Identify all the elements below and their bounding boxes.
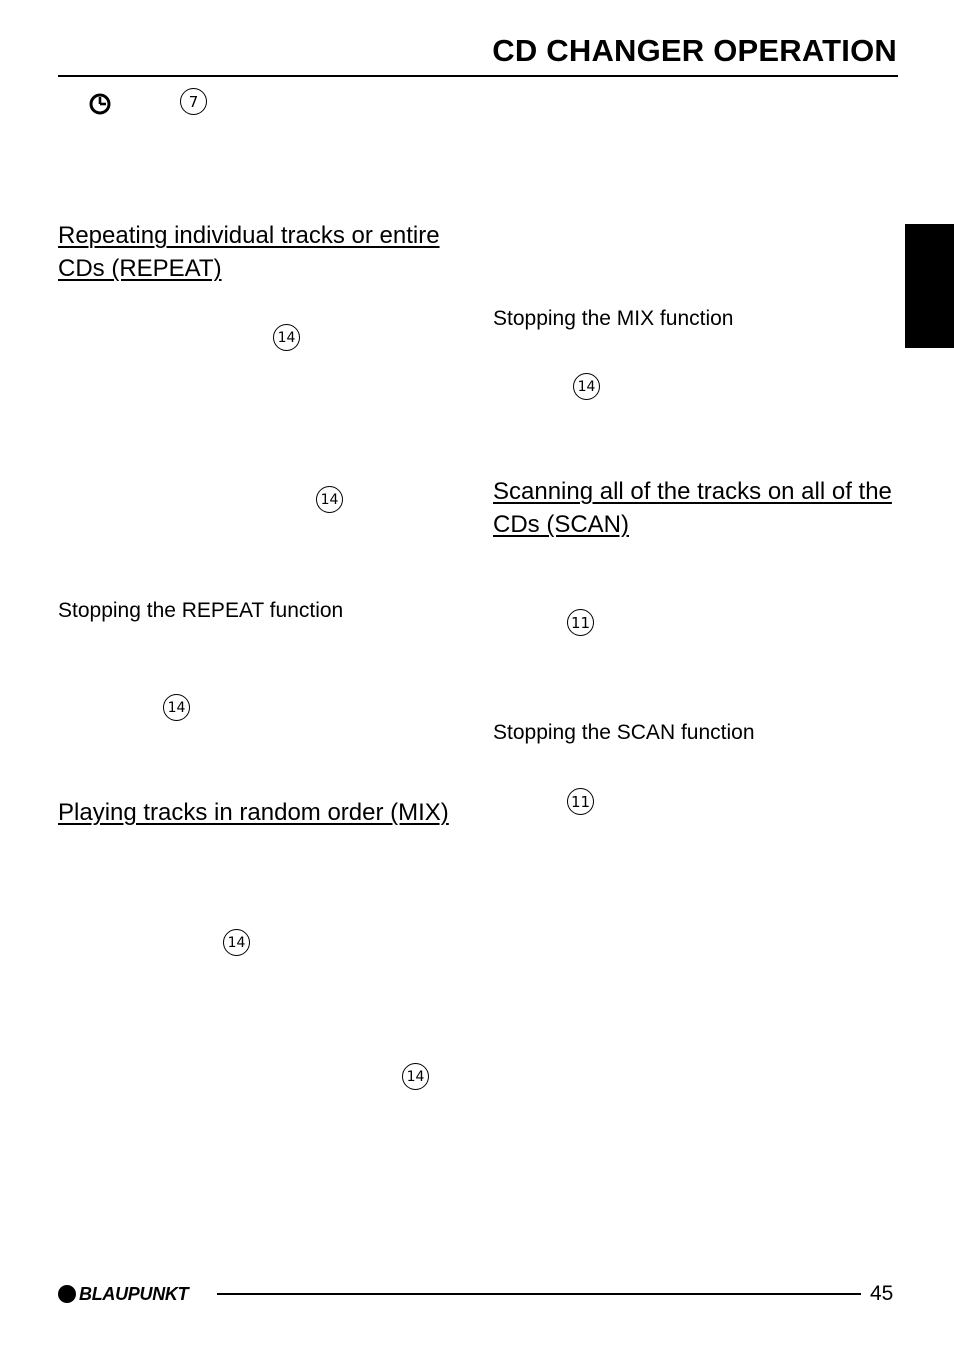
button-ref-14: 14 [163, 694, 190, 721]
page-number: 45 [870, 1282, 894, 1305]
button-ref-14: 14 [573, 373, 600, 400]
button-ref-14: 14 [223, 929, 250, 956]
footer-divider [217, 1293, 861, 1295]
button-ref-7: 7 [180, 88, 207, 115]
brand-logo [58, 1284, 188, 1304]
stop-repeat-heading: Stopping the REPEAT function [58, 599, 344, 622]
stop-scan-heading: Stopping the SCAN function [493, 721, 755, 744]
scan-section-heading: Scanning all of the tracks on all of the CDs (SCAN) [493, 478, 892, 538]
clock-icon [88, 92, 112, 116]
stop-mix-heading: Stopping the MIX function [493, 307, 734, 330]
button-ref-11: 11 [567, 609, 594, 636]
button-ref-14: 14 [273, 324, 300, 351]
button-ref-14: 14 [402, 1063, 429, 1090]
header-divider [58, 75, 898, 77]
mix-section-heading: Playing tracks in random order (MIX) [58, 799, 449, 826]
button-ref-11: 11 [567, 788, 594, 815]
section-thumb-tab [905, 224, 954, 348]
repeat-section-heading: Repeating individual tracks or entire CDs (REPEAT) [58, 222, 440, 282]
logo-dot-icon [58, 1285, 76, 1303]
brand-name: BLAUPUNKT [79, 1284, 189, 1304]
button-ref-14: 14 [316, 486, 343, 513]
page-title: CD CHANGER OPERATION [492, 33, 897, 68]
